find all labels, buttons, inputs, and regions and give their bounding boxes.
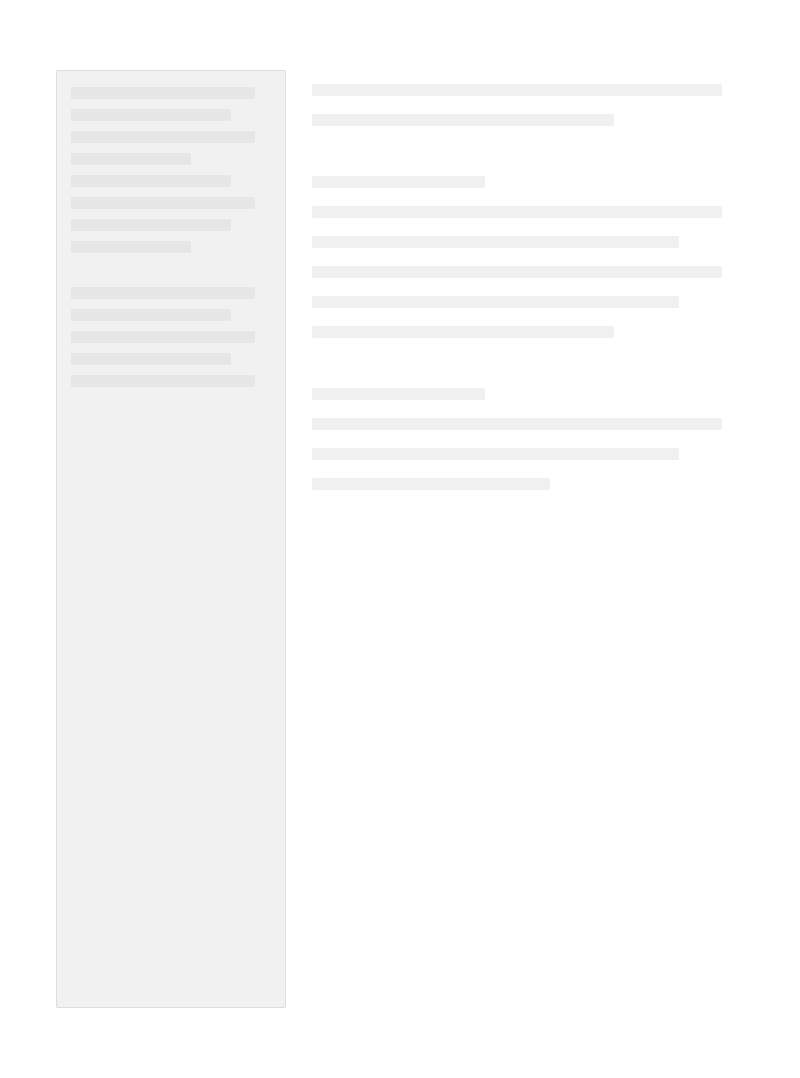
content-line <box>312 448 679 460</box>
content-line <box>312 176 485 188</box>
sidebar-line <box>71 219 231 231</box>
sidebar-line <box>71 241 191 253</box>
content-line <box>312 206 722 218</box>
sidebar-line <box>71 331 255 343</box>
content-line <box>312 114 614 126</box>
content-area <box>312 70 744 1008</box>
page-layout <box>56 70 744 1008</box>
sidebar-line <box>71 375 255 387</box>
sidebar-line <box>71 353 231 365</box>
content-line <box>312 388 485 400</box>
content-gap <box>312 144 744 158</box>
sidebar-line <box>71 309 231 321</box>
content-line <box>312 478 550 490</box>
sidebar-line <box>71 153 191 165</box>
sidebar-line <box>71 287 255 299</box>
content-line <box>312 84 722 96</box>
sidebar-panel <box>56 70 286 1008</box>
content-line <box>312 266 722 278</box>
sidebar-content <box>57 71 285 403</box>
sidebar-gap <box>71 263 271 277</box>
content-gap <box>312 356 744 370</box>
sidebar-line <box>71 109 231 121</box>
sidebar-line <box>71 131 255 143</box>
content-line <box>312 296 679 308</box>
sidebar-line <box>71 175 231 187</box>
content-line <box>312 326 614 338</box>
sidebar-line <box>71 87 255 99</box>
sidebar-line <box>71 197 255 209</box>
content-line <box>312 418 722 430</box>
content-line <box>312 236 679 248</box>
